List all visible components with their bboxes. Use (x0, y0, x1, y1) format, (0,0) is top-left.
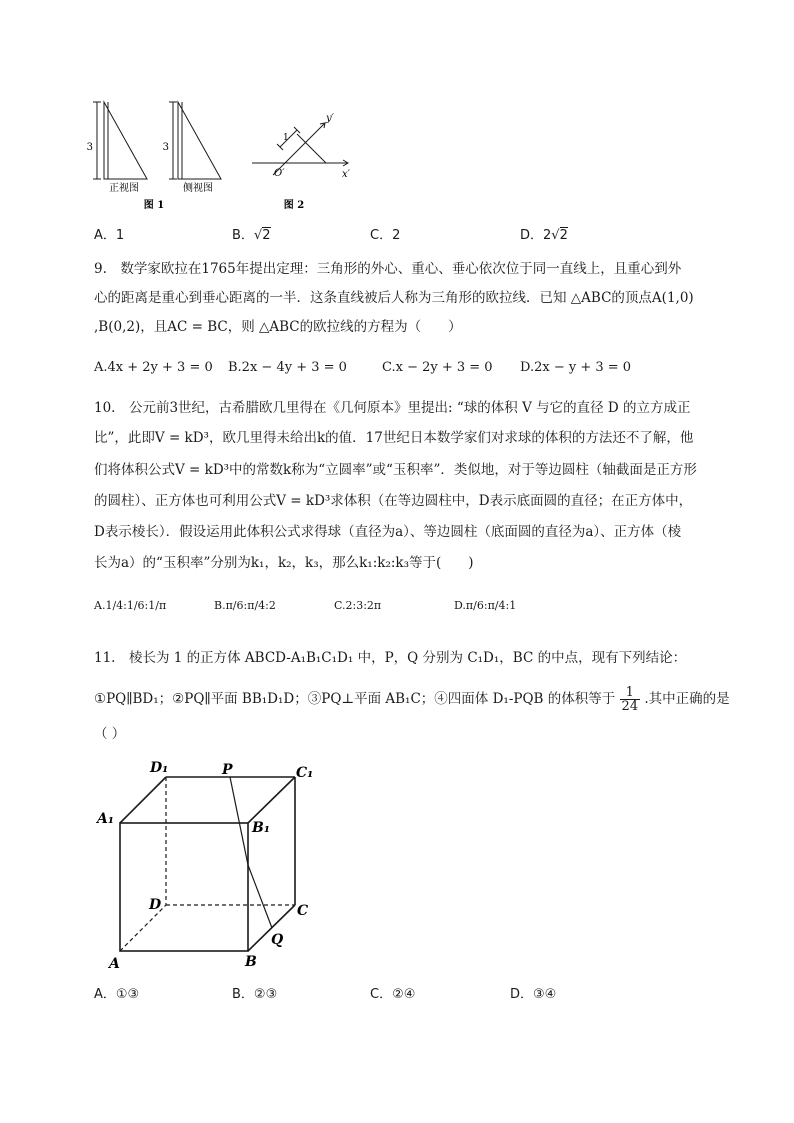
q9-option-b: B.2x − 4y + 3 = 0 (228, 360, 347, 375)
q8-option-b-prefix: B． (232, 228, 254, 243)
q9-line-2: 心的距离是重心到垂心距离的一半．这条直线被后人称为三角形的欧拉线．已知 △ABC的顶点A(1,0) (94, 290, 694, 306)
label-B1: B₁ (252, 820, 270, 836)
axis-y-label: y′ (326, 113, 334, 124)
label-B: B (245, 954, 257, 970)
q10-line-6: 长为a）的“玉积率”分别为k₁，k₂，k₃，那么k₁:k₂:k₃等于( ) (94, 555, 474, 571)
side-view-height: 3 (162, 142, 169, 153)
q9-option-a: A.4x + 2y + 3 = 0 (94, 360, 213, 375)
q11-line-1: 11. 棱长为 1 的正方体 ABCD-A₁B₁C₁D₁ 中，P，Q 分别为 C₁D₁，BC 的中点，现有下列结论： (94, 650, 687, 666)
front-view-label: 正视图 (109, 183, 139, 194)
sqrt-icon: √ (253, 228, 263, 243)
q10-line-4: 的圆柱）、正方体也可利用公式V = kD³求体积（在等边圆柱中，D表示底面圆的直径；在正方体中， (94, 493, 693, 509)
label-D1: D₁ (150, 760, 169, 776)
q10-line-3: 们将体积公式V = kD³中的常数k称为“立圆率”或“玉积率”．类似地，对于等边圆柱（轴截面是正方形 (94, 462, 697, 478)
label-P: P (222, 762, 233, 778)
q9-line-3: ,B(0,2)，且AC = BC，则 △ABC的欧拉线的方程为（ ） (94, 319, 462, 335)
q9-option-d: D.2x − y + 3 = 0 (520, 360, 632, 375)
q8-option-b (232, 226, 271, 246)
q10-line-1: 10. 公元前3世纪，古希腊欧几里得在《几何原本》里提出: “球的体积 V 与它的直径 D 的立方成正 (94, 400, 691, 416)
sqrt-icon: √ (551, 228, 560, 243)
pq-segment-lower (248, 865, 272, 928)
side-view-label: 侧视图 (183, 183, 213, 194)
fig1-label: 图 1 (143, 200, 165, 211)
q11-line-3: （ ） (94, 726, 126, 742)
front-view-figure (93, 102, 147, 179)
label-C: C (297, 903, 309, 919)
label-A: A (109, 956, 120, 972)
pq-segment-visible (230, 777, 248, 865)
segment-label: 1 (283, 133, 289, 143)
q9-option-c: C.x − 2y + 3 = 0 (382, 360, 493, 375)
q10-option-a: A.1/4:1/6:1/π (94, 599, 167, 612)
q11-option-c: C．②④ (370, 987, 416, 1002)
cube-figure (90, 755, 330, 975)
q8-option-a: A．1 (94, 228, 125, 243)
q8-option-d-radicand: 2 (559, 228, 568, 243)
q10-option-c: C.2:3:2π (334, 599, 382, 612)
q8-option-c: C．2 (370, 228, 401, 243)
q8-figures (80, 95, 380, 220)
q10-option-d: D.π/6:π/4:1 (454, 599, 517, 612)
label-D: D (149, 897, 162, 913)
label-C1: C₁ (296, 765, 314, 781)
cube-front-face (120, 823, 248, 951)
side-view-figure (169, 102, 221, 179)
q9-line-1: 9. 数学家欧拉在1765年提出定理：三角形的外心、重心、垂心依次位于同一直线上，且重心到外 (94, 261, 682, 277)
label-Q: Q (271, 932, 284, 948)
fraction-denominator: 24 (621, 699, 639, 714)
q11-line-2 (94, 686, 730, 713)
q11-option-b: B．②③ (232, 987, 278, 1002)
q11-option-a: A．①③ (94, 987, 140, 1002)
q11-line-2-b: .其中正确的是 (644, 691, 730, 707)
fig2-label: 图 2 (283, 200, 305, 211)
origin-label: O′ (274, 168, 285, 179)
label-A1: A₁ (97, 811, 114, 827)
q10-option-b: B.π/6:π/4:2 (214, 599, 276, 612)
axis-x-label: x′ (342, 169, 350, 180)
q10-line-2: 比”，此即V = kD³，欧几里得未给出k的值．17世纪日本数学家们对求球的体积的方法还不了解，他 (94, 430, 694, 446)
fraction-numerator: 1 (620, 686, 641, 700)
q8-option-b-radicand: 2 (262, 228, 271, 243)
q8-option-d-prefix: D．2 (520, 228, 552, 243)
q11-line-2-a: ①PQ∥BD₁；②PQ∥平面 BB₁D₁D；③PQ⊥平面 AB₁C；④四面体 D₁-PQB 的体积等于 (94, 691, 616, 707)
front-view-height: 3 (86, 142, 93, 153)
q10-line-5: D表示棱长）．假设运用此体积公式求得球（直径为a）、等边圆柱（底面圆的直径为a）、正方体（棱 (94, 524, 682, 540)
fraction-one-24 (620, 686, 641, 713)
q11-option-d: D．③④ (510, 987, 557, 1002)
q8-option-d (520, 226, 568, 246)
oblique-axes-figure (252, 123, 348, 175)
